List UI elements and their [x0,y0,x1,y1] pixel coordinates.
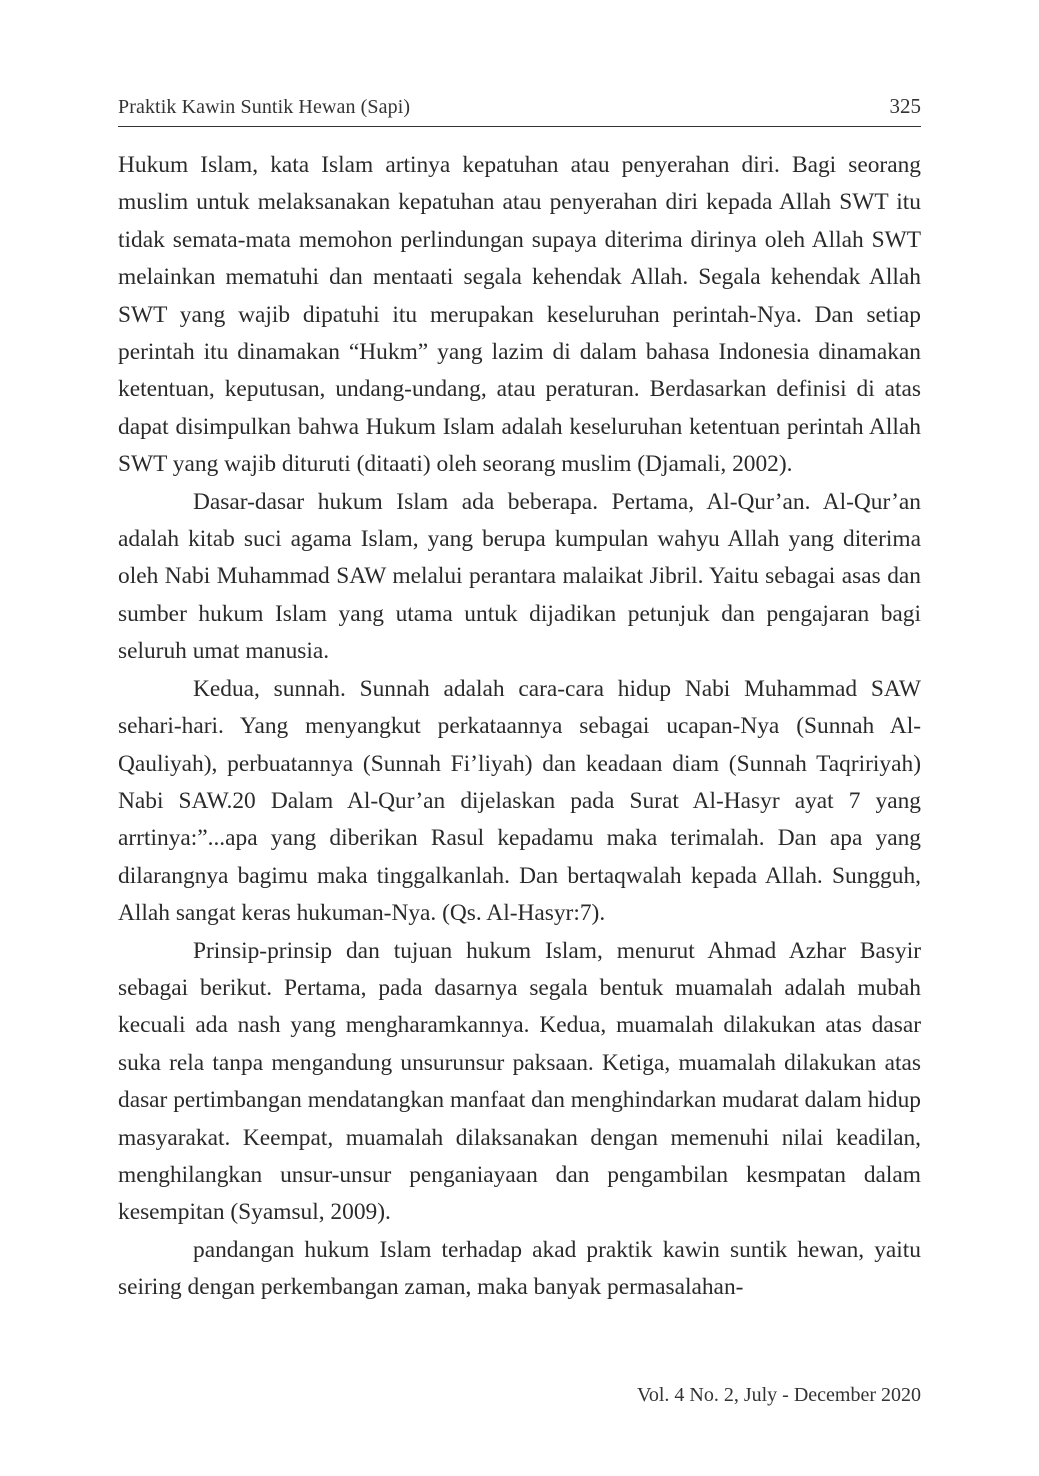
paragraph-pandangan-hukum: pandangan hukum Islam terhadap akad praktik kawin suntik hewan, yaitu seiring dengan perkembangan zaman, maka banyak permasalahan- [118,1236,921,1301]
journal-volume-footer: Vol. 4 No. 2, July - December 2020 [636,1384,921,1406]
paragraph-dasar-hukum-quran: Dasar-dasar hukum Islam ada beberapa. Pertama, Al-Qur’an. Al-Qur’an adalah kitab suci agama Islam, yang berupa kumpulan wahyu Allah yang diterima oleh Nabi Muhammad SAW melalui perantara malaikat Jibril. Yaitu sebagai asas dan sumber hukum Islam yang utama untuk dijadikan petunjuk dan pengajaran bagi seluruh umat manusia. [118,488,921,665]
paragraph-prinsip-tujuan: Prinsip-prinsip dan tujuan hukum Islam, menurut Ahmad Azhar Basyir sebagai berikut. Pertama, pada dasarnya segala bentuk muamalah adalah mubah kecuali ada nash yang mengharamkannya. Kedua, muamalah dilakukan atas dasar suka rela tanpa mengandung unsurunsur paksaan. Ketiga, muamalah dilakukan atas dasar pertimbangan mendatangkan manfaat dan menghindarkan mudarat dalam hidup masyarakat. Keempat, muamalah dilaksanakan dengan memenuhi nilai keadilan, menghilangkan unsur-unsur penganiayaan dan pengambilan kesmpatan dalam kesempitan (Syamsul, 2009). [118,937,921,1226]
page-number: 325 [889,94,921,118]
paragraph-hukum-islam-definition: Hukum Islam, kata Islam artinya kepatuhan atau penyerahan diri. Bagi seorang muslim untuk melaksanakan kepatuhan atau penyerahan diri kepada Allah SWT itu tidak semata-mata memohon perlindungan supaya diterima dirinya oleh Allah SWT melainkan mematuhi dan mentaati segala kehendak Allah. Segala kehendak Allah SWT yang wajib dipatuhi itu merupakan keseluruhan perintah-Nya. Dan setiap perintah itu dinamakan “Hukm” yang lazim di dalam bahasa Indonesia dinamakan ketentuan, keputusan, undang-undang, atau peraturan. Berdasarkan definisi di atas dapat disimpulkan bahwa Hukum Islam adalah keseluruhan ketentuan perintah Allah SWT yang wajib dituruti (ditaati) oleh seorang muslim (Djamali, 2002). [118,152,921,478]
paragraph-sunnah: Kedua, sunnah. Sunnah adalah cara-cara hidup Nabi Muhammad SAW sehari-hari. Yang menyangkut perkataannya sebagai ucapan-Nya (Sunnah Al-Qauliyah), perbuatannya (Sunnah Fi’liyah) dan keadaan diam (Sunnah Taqririyah) Nabi SAW.20 Dalam Al-Qur’an dijelaskan pada Surat Al-Hasyr ayat 7 yang arrtinya:”...apa yang diberikan Rasul kepadamu maka terimalah. Dan apa yang dilarangnya bagimu maka tinggalkanlah. Dan bertaqwalah kepada Allah. Sungguh, Allah sangat keras hukuman-Nya. (Qs. Al-Hasyr:7). [118,675,921,927]
running-title: Praktik Kawin Suntik Hewan (Sapi) [118,96,411,118]
body-text [118,147,921,1307]
running-header [118,96,921,127]
